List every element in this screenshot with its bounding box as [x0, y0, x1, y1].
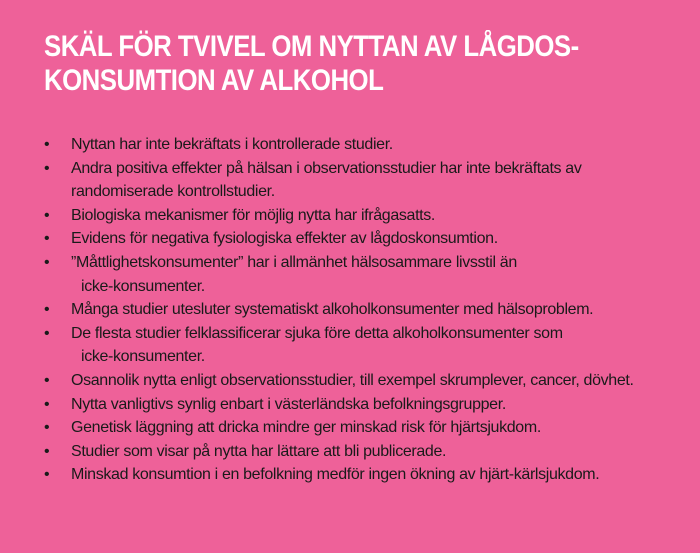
bullet-icon: • — [44, 230, 50, 248]
list-item — [44, 298, 680, 322]
item-text-continuation: randomiserade kontrollstudier. — [71, 183, 275, 201]
item-text: Andra positiva effekter på hälsan i observationsstudier har inte bekräftats av — [71, 159, 582, 177]
list-item — [44, 157, 680, 204]
bullet-icon: • — [44, 466, 50, 484]
reasons-list — [44, 133, 680, 487]
title-line-1: SKÄL FÖR TVIVEL OM NYTTAN AV LÅGDOS- — [44, 30, 579, 63]
bullet-icon: • — [44, 253, 50, 271]
item-text-continuation: icke-konsumenter. — [81, 277, 205, 295]
item-text: ”Måttlighetskonsumenter” har i allmänhet hälsosammare livsstil än — [71, 253, 517, 271]
bullet-icon: • — [44, 159, 50, 177]
item-text: Biologiska mekanismer för möjlig nytta har ifrågasatts. — [71, 206, 436, 224]
bullet-icon: • — [44, 442, 50, 460]
item-text: Evidens för negativa fysiologiska effekter av lågdoskonsumtion. — [71, 230, 498, 248]
list-item — [44, 416, 680, 440]
list-item — [44, 369, 680, 393]
item-text: Minskad konsumtion i en befolkning medför ingen ökning av hjärt-kärlsjukdom. — [71, 466, 600, 484]
list-item — [44, 204, 680, 228]
list-item — [44, 440, 680, 464]
bullet-icon: • — [44, 419, 50, 437]
item-text: Många studier utesluter systematiskt alkoholkonsumenter med hälsoproblem. — [71, 301, 594, 319]
list-item — [44, 227, 680, 251]
bullet-icon: • — [44, 301, 50, 319]
bullet-icon: • — [44, 136, 50, 153]
bullet-icon: • — [44, 324, 50, 342]
bullet-icon: • — [44, 371, 50, 389]
item-text: Genetisk läggning att dricka mindre ger minskad risk för hjärtsjukdom. — [71, 419, 541, 437]
list-item — [44, 463, 680, 487]
title-line-2: KONSUMTION AV ALKOHOL — [44, 64, 384, 97]
panel-title — [44, 30, 646, 98]
item-text: De flesta studier felklassificerar sjuka före detta alkoholkonsumenter som — [71, 324, 563, 342]
list-item — [44, 251, 680, 298]
bullet-icon: • — [44, 395, 50, 413]
item-text: Osannolik nytta enligt observationsstudier, till exempel skrumplever, cancer, dövhet. — [71, 371, 634, 389]
item-text: Nytta vanligtivs synlig enbart i västerländska befolkningsgrupper. — [71, 395, 506, 413]
item-text: Nyttan har inte bekräftats i kontrollerade studier. — [71, 136, 393, 153]
list-item — [44, 133, 680, 157]
item-text-continuation: icke-konsumenter. — [81, 348, 205, 366]
list-item — [44, 322, 680, 369]
item-text: Studier som visar på nytta har lättare att bli publicerade. — [71, 442, 447, 460]
list-item — [44, 393, 680, 417]
bullet-icon: • — [44, 206, 50, 224]
